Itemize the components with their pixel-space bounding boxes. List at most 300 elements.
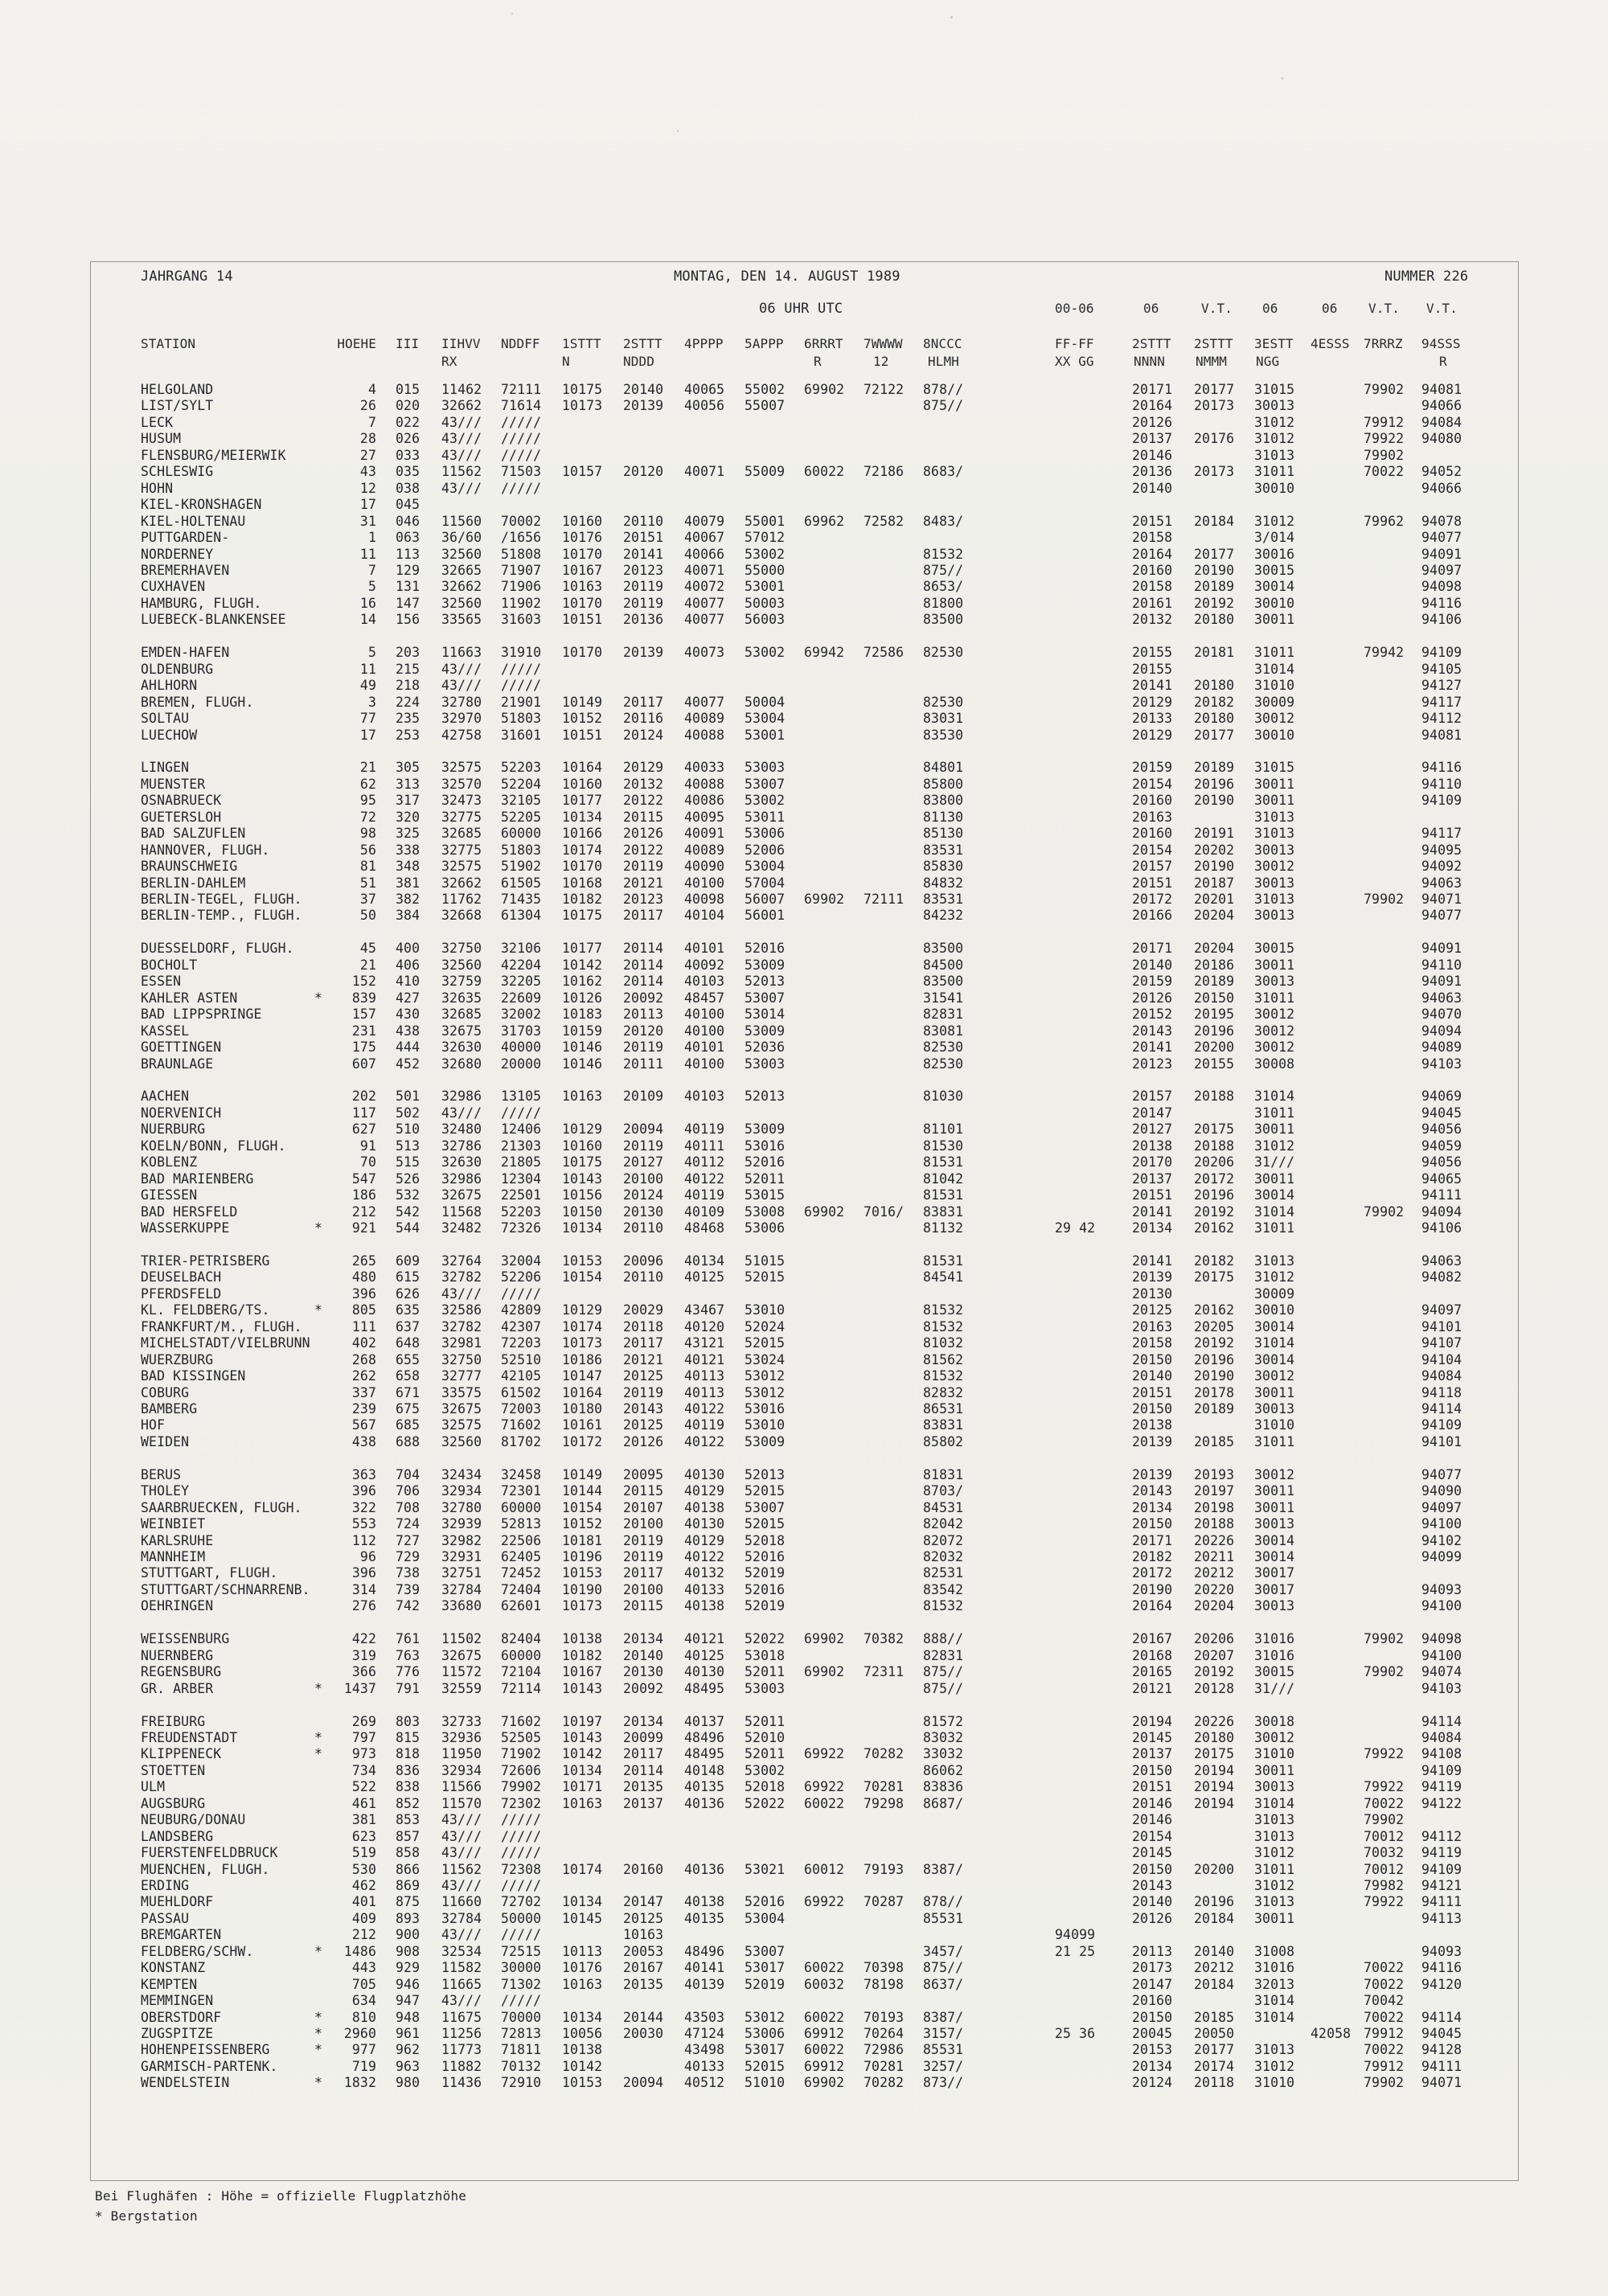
cell-group-3estt-ngg: 30011 xyxy=(1254,1121,1295,1138)
station-row xyxy=(0,1681,1608,1698)
cell-group-5appp: 55000 xyxy=(745,563,786,578)
cell-group-3estt-ngg: 31012 xyxy=(1254,431,1295,447)
cell-group-4pppp: 40133 xyxy=(684,1581,725,1597)
cell-group-6rrrt: 69902 xyxy=(804,892,845,907)
cell-group-3estt-ngg: 30011 xyxy=(1254,1483,1295,1499)
cell-group-8nccc: 81531 xyxy=(923,1154,964,1171)
cell-group-5appp: 53017 xyxy=(745,1960,786,1976)
cell-hoehe: 77 xyxy=(359,711,376,726)
cell-station: FREIBURG xyxy=(141,1713,206,1729)
cell-group-94sss: 94084 xyxy=(1421,414,1462,430)
cell-station: MICHELSTADT/VIELBRUNN xyxy=(141,1335,310,1351)
cell-group-4pppp: 40092 xyxy=(684,957,725,973)
cell-group-94sss: 94093 xyxy=(1421,1943,1462,1959)
cell-group-nddff: 72404 xyxy=(501,1581,542,1597)
cell-kenngruppe-iii: 515 xyxy=(396,1154,420,1171)
cell-kenngruppe-iii: 063 xyxy=(396,530,420,546)
cell-group-2sttt: 20137 xyxy=(623,1795,664,1811)
cell-group-4pppp: 40141 xyxy=(684,1960,725,1976)
cell-group-7wwww: 70281 xyxy=(863,2058,904,2074)
cell-group-2sttt: 20120 xyxy=(623,464,664,480)
station-row xyxy=(0,1714,1608,1731)
cell-group-nddff: 32105 xyxy=(501,793,542,809)
station-row xyxy=(0,1039,1608,1056)
cell-kenngruppe-iii: 400 xyxy=(396,941,420,957)
cell-kenngruppe-iii: 253 xyxy=(396,727,420,743)
cell-group-7wwww: 72986 xyxy=(863,2042,904,2058)
cell-group-5appp: 52016 xyxy=(745,941,786,957)
cell-group-2sttt-nmmm: 20175 xyxy=(1194,1121,1235,1138)
cell-group-8nccc: 83500 xyxy=(923,941,964,957)
cell-station: BRAUNSCHWEIG xyxy=(141,859,238,875)
cell-group-nddff: 70132 xyxy=(501,2058,542,2074)
column-header: 7RRRZ xyxy=(1364,336,1403,351)
cell-hoehe: 56 xyxy=(359,842,376,858)
cell-group-2sttt: 20123 xyxy=(623,563,664,578)
cell-kenngruppe-iii: 738 xyxy=(396,1565,420,1581)
cell-group-5appp: 53009 xyxy=(745,1433,786,1449)
cell-hoehe: 519 xyxy=(351,1845,376,1861)
cell-group-iihvv: 11572 xyxy=(441,1664,482,1680)
cell-group-5appp: 53004 xyxy=(745,859,786,875)
cell-group-2sttt-nmmm: 20178 xyxy=(1194,1384,1235,1400)
cell-station: BREMEN, FLUGH. xyxy=(141,694,254,710)
cell-kenngruppe-iii: 836 xyxy=(396,1762,420,1778)
cell-group-2sttt: 20117 xyxy=(623,1746,664,1762)
cell-group-2sttt: 20030 xyxy=(623,2026,664,2041)
cell-group-5appp: 53009 xyxy=(745,1023,786,1039)
cell-group-nddff: 72515 xyxy=(501,1943,542,1959)
cell-group-2sttt-nmmm: 20185 xyxy=(1194,1433,1235,1449)
cell-group-iihvv: 32733 xyxy=(441,1713,482,1729)
cell-group-8nccc: 873// xyxy=(923,2075,964,2091)
cell-group-3estt-ngg: 30013 xyxy=(1254,1598,1295,1614)
cell-group-1sttt: 10147 xyxy=(562,1368,603,1384)
cell-group-8nccc: 81562 xyxy=(923,1351,964,1367)
cell-group-5appp: 52016 xyxy=(745,1154,786,1171)
cell-group-1sttt: 10152 xyxy=(562,711,603,726)
cell-group-4pppp: 40120 xyxy=(684,1318,725,1335)
cell-kenngruppe-iii: 410 xyxy=(396,974,420,990)
cell-group-7rrrz: 79902 xyxy=(1364,382,1405,397)
cell-group-7wwww: 72111 xyxy=(863,892,904,907)
cell-station: PASSAU xyxy=(141,1910,190,1926)
cell-group-7wwww: 70282 xyxy=(863,1746,904,1762)
station-row xyxy=(0,1763,1608,1780)
cell-group-8nccc: 3157/ xyxy=(923,2026,964,2041)
cell-group-5appp: 52013 xyxy=(745,974,786,990)
station-row xyxy=(0,793,1608,810)
cell-hoehe: 839 xyxy=(351,990,376,1006)
cell-group-2sttt-nmmm: 20150 xyxy=(1194,990,1235,1006)
cell-group-8nccc: 81572 xyxy=(923,1713,964,1729)
cell-group-3estt-ngg: 30011 xyxy=(1254,1762,1295,1778)
cell-hoehe: 91 xyxy=(359,1138,376,1154)
cell-group-nddff: 52505 xyxy=(501,1729,542,1745)
cell-group-1sttt: 10182 xyxy=(562,1647,603,1663)
cell-group-3estt-ngg: 30010 xyxy=(1254,727,1295,743)
cell-group-94sss: 94116 xyxy=(1421,760,1462,776)
cell-kenngruppe-iii: 671 xyxy=(396,1384,420,1400)
cell-group-2sttt: 20147 xyxy=(623,1894,664,1910)
cell-group-2sttt-nmmm: 20173 xyxy=(1194,398,1235,414)
cell-group-5appp: 55007 xyxy=(745,398,786,414)
cell-group-94sss: 94109 xyxy=(1421,1762,1462,1778)
cell-group-3estt-ngg: 31014 xyxy=(1254,2009,1295,2025)
station-row xyxy=(0,1598,1608,1615)
cell-group-3estt-ngg: 30013 xyxy=(1254,908,1295,924)
cell-group-8nccc: 85130 xyxy=(923,826,964,842)
cell-station: MANNHEIM xyxy=(141,1549,206,1564)
cell-group-7rrrz: 79902 xyxy=(1364,1203,1405,1220)
cell-kenngruppe-iii: 688 xyxy=(396,1433,420,1449)
cell-group-1sttt: 10150 xyxy=(562,1203,603,1220)
cell-group-8nccc: 84500 xyxy=(923,957,964,973)
cell-group-2sttt-nmmm: 20189 xyxy=(1194,974,1235,990)
cell-group-iihvv: 11950 xyxy=(441,1746,482,1762)
cell-bergstation-mark: * xyxy=(314,1680,323,1696)
cell-group-3estt-ngg: 31011 xyxy=(1254,645,1295,661)
cell-group-2sttt-nnnn: 20145 xyxy=(1132,1845,1173,1861)
cell-group-nddff: 13105 xyxy=(501,1089,542,1105)
cell-group-iihvv: 32782 xyxy=(441,1269,482,1285)
cell-group-nddff: 20000 xyxy=(501,1056,542,1072)
cell-group-2sttt-nnnn: 20159 xyxy=(1132,974,1173,990)
cell-group-2sttt-nmmm: 20204 xyxy=(1194,908,1235,924)
cell-station: AACHEN xyxy=(141,1089,190,1105)
cell-station: FRANKFURT/M., FLUGH. xyxy=(141,1318,302,1335)
cell-group-4pppp: 40100 xyxy=(684,1056,725,1072)
cell-group-iihvv: 43/// xyxy=(441,1993,482,2009)
cell-group-8nccc: 33032 xyxy=(923,1746,964,1762)
cell-group-4pppp: 48496 xyxy=(684,1729,725,1745)
cell-group-7wwww: 70281 xyxy=(863,1779,904,1795)
cell-group-1sttt: 10174 xyxy=(562,842,603,858)
cell-group-94sss: 94100 xyxy=(1421,1516,1462,1532)
cell-group-6rrrt: 69902 xyxy=(804,1631,845,1647)
cell-group-iihvv: 11568 xyxy=(441,1203,482,1220)
cell-group-2sttt-nnnn: 20129 xyxy=(1132,727,1173,743)
cell-group-iihvv: 32662 xyxy=(441,875,482,891)
cell-hoehe: 269 xyxy=(351,1713,376,1729)
cell-group-7rrrz: 79912 xyxy=(1364,414,1405,430)
cell-group-8nccc: 84801 xyxy=(923,760,964,776)
cell-group-nddff: 72326 xyxy=(501,1220,542,1236)
cell-group-1sttt: 10182 xyxy=(562,892,603,907)
cell-group-2sttt-nnnn: 20152 xyxy=(1132,1007,1173,1023)
footnote-airport-height: Bei Flughäfen : Höhe = offizielle Flugplatzhöhe xyxy=(95,2188,467,2204)
cell-hoehe: 719 xyxy=(351,2058,376,2074)
station-row xyxy=(0,1154,1608,1171)
cell-group-2sttt-nmmm: 20192 xyxy=(1194,1335,1235,1351)
cell-group-2sttt-nmmm: 20194 xyxy=(1194,1779,1235,1795)
cell-group-iihvv: 32665 xyxy=(441,563,482,578)
cell-group-3estt-ngg: 30011 xyxy=(1254,1910,1295,1926)
cell-group-7wwww: 79298 xyxy=(863,1795,904,1811)
cell-group-iihvv: 32936 xyxy=(441,1729,482,1745)
cell-group-8nccc: 85800 xyxy=(923,776,964,792)
cell-station: MUENSTER xyxy=(141,776,206,792)
cell-group-1sttt: 10153 xyxy=(562,2075,603,2091)
cell-group-3estt-ngg: 31014 xyxy=(1254,1335,1295,1351)
station-row xyxy=(0,843,1608,859)
cell-group-4pppp: 40071 xyxy=(684,464,725,480)
column-header: 4ESSS xyxy=(1311,336,1350,351)
cell-group-2sttt: 20117 xyxy=(623,1335,664,1351)
cell-group-8nccc: 8687/ xyxy=(923,1795,964,1811)
cell-group-2sttt: 20136 xyxy=(623,612,664,628)
cell-group-5appp: 53008 xyxy=(745,1203,786,1220)
station-row xyxy=(0,1121,1608,1138)
cell-group-94sss: 94098 xyxy=(1421,1631,1462,1647)
column-header: 4PPPP xyxy=(684,336,724,351)
cell-group-2sttt-nnnn: 20126 xyxy=(1132,990,1173,1006)
period-label: 06 xyxy=(1322,301,1338,316)
cell-group-2sttt-nnnn: 20171 xyxy=(1132,1532,1173,1548)
cell-station: BERLIN-TEMP., FLUGH. xyxy=(141,908,302,924)
cell-group-2sttt-nmmm: 20177 xyxy=(1194,382,1235,397)
cell-group-iihvv: 32575 xyxy=(441,760,482,776)
station-row xyxy=(0,1467,1608,1484)
cell-station: REGENSBURG xyxy=(141,1664,222,1680)
cell-kenngruppe-iii: 444 xyxy=(396,1039,420,1055)
cell-group-94sss: 94081 xyxy=(1421,382,1462,397)
cell-group-2sttt-nmmm: 20196 xyxy=(1194,1023,1235,1039)
cell-group-7rrrz: 70022 xyxy=(1364,1795,1405,1811)
cell-group-1sttt: 10151 xyxy=(562,612,603,628)
cell-group-94sss: 94084 xyxy=(1421,1729,1462,1745)
cell-group-iihvv: 32480 xyxy=(441,1121,482,1138)
cell-group-94sss: 94114 xyxy=(1421,1713,1462,1729)
cell-group-iihvv: 32575 xyxy=(441,1417,482,1433)
cell-kenngruppe-iii: 648 xyxy=(396,1335,420,1351)
cell-group-2sttt-nnnn: 20151 xyxy=(1132,513,1173,529)
cell-group-nddff: 72813 xyxy=(501,2026,542,2041)
cell-group-nddff: 72910 xyxy=(501,2075,542,2091)
cell-hoehe: 396 xyxy=(351,1285,376,1302)
cell-station: NUERBURG xyxy=(141,1121,206,1138)
cell-group-8nccc: 83531 xyxy=(923,892,964,907)
station-row xyxy=(0,612,1608,629)
cell-group-1sttt: 10164 xyxy=(562,760,603,776)
cell-group-iihvv: 32630 xyxy=(441,1154,482,1171)
cell-group-94sss: 94103 xyxy=(1421,1056,1462,1072)
cell-group-2sttt-nnnn: 20154 xyxy=(1132,1828,1173,1844)
station-row xyxy=(0,1319,1608,1336)
cell-hoehe: 70 xyxy=(359,1154,376,1171)
station-row xyxy=(0,1862,1608,1879)
cell-group-8nccc: 81101 xyxy=(923,1121,964,1138)
cell-group-2sttt-nmmm: 20180 xyxy=(1194,1729,1235,1745)
cell-group-2sttt: 20129 xyxy=(623,760,664,776)
cell-group-iihvv: 32786 xyxy=(441,1138,482,1154)
cell-hoehe: 461 xyxy=(351,1795,376,1811)
cell-group-4pppp: 40122 xyxy=(684,1400,725,1417)
cell-group-7wwww: 70282 xyxy=(863,2075,904,2091)
cell-group-iihvv: 32675 xyxy=(441,1400,482,1417)
cell-group-nddff: 61304 xyxy=(501,908,542,924)
cell-kenngruppe-iii: 708 xyxy=(396,1499,420,1515)
cell-group-2sttt-nnnn: 20160 xyxy=(1132,563,1173,578)
station-row xyxy=(0,2026,1608,2043)
cell-group-nddff: ///// xyxy=(501,414,542,430)
cell-group-iihvv: 32934 xyxy=(441,1483,482,1499)
cell-group-iihvv: 32764 xyxy=(441,1253,482,1269)
cell-group-7rrrz: 79942 xyxy=(1364,645,1405,661)
cell-group-94sss: 94066 xyxy=(1421,480,1462,496)
cell-group-2sttt-nnnn: 20158 xyxy=(1132,579,1173,595)
cell-group-8nccc: 81800 xyxy=(923,595,964,611)
cell-group-2sttt-nmmm: 20194 xyxy=(1194,1762,1235,1778)
cell-group-3estt-ngg: 30009 xyxy=(1254,694,1295,710)
cell-group-nddff: ///// xyxy=(501,1927,542,1943)
station-row xyxy=(0,892,1608,908)
cell-bergstation-mark: * xyxy=(314,1220,323,1236)
cell-bergstation-mark: * xyxy=(314,2026,323,2041)
cell-group-1sttt: 10174 xyxy=(562,1318,603,1335)
cell-group-2sttt-nmmm: 20177 xyxy=(1194,546,1235,562)
cell-group-7rrrz: 79922 xyxy=(1364,1746,1405,1762)
cell-group-3estt-ngg: 30012 xyxy=(1254,1007,1295,1023)
cell-group-nddff: 52510 xyxy=(501,1351,542,1367)
cell-kenngruppe-iii: 803 xyxy=(396,1713,420,1729)
cell-group-8nccc: 8387/ xyxy=(923,2009,964,2025)
cell-station: WEISSENBURG xyxy=(141,1631,230,1647)
cell-group-4pppp: 40067 xyxy=(684,530,725,546)
cell-group-1sttt: 10134 xyxy=(562,2009,603,2025)
cell-kenngruppe-iii: 218 xyxy=(396,678,420,694)
cell-group-1sttt: 10163 xyxy=(562,1089,603,1105)
cell-group-nddff: 71811 xyxy=(501,2042,542,2058)
cell-hoehe: 734 xyxy=(351,1762,376,1778)
cell-group-7wwww: 72586 xyxy=(863,645,904,661)
cell-hoehe: 627 xyxy=(351,1121,376,1138)
cell-kenngruppe-iii: 510 xyxy=(396,1121,420,1138)
cell-group-2sttt-nmmm: 20173 xyxy=(1194,464,1235,480)
cell-group-2sttt-nmmm: 20177 xyxy=(1194,2042,1235,2058)
cell-group-iihvv: 32575 xyxy=(441,859,482,875)
cell-group-5appp: 52015 xyxy=(745,1269,786,1285)
cell-hoehe: 14 xyxy=(359,612,376,628)
cell-station: STUTTGART/SCHNARRENB. xyxy=(141,1581,310,1597)
cell-kenngruppe-iii: 724 xyxy=(396,1516,420,1532)
cell-group-4pppp: 43467 xyxy=(684,1302,725,1318)
cell-group-1sttt: 10129 xyxy=(562,1121,603,1138)
cell-group-2sttt-nmmm: 20050 xyxy=(1194,2026,1235,2041)
cell-group-3estt-ngg: 30010 xyxy=(1254,480,1295,496)
cell-group-7wwww: 70193 xyxy=(863,2009,904,2025)
cell-group-2sttt-nnnn: 20147 xyxy=(1132,1976,1173,1992)
cell-group-6rrrt: 69902 xyxy=(804,1203,845,1220)
cell-hoehe: 95 xyxy=(359,793,376,809)
cell-group-1sttt: 10134 xyxy=(562,1894,603,1910)
cell-group-iihvv: 11560 xyxy=(441,513,482,529)
cell-kenngruppe-iii: 038 xyxy=(396,480,420,496)
cell-group-5appp: 52013 xyxy=(745,1466,786,1482)
cell-group-5appp: 53007 xyxy=(745,1499,786,1515)
cell-group-8nccc: 83500 xyxy=(923,974,964,990)
cell-group-2sttt-nmmm: 20176 xyxy=(1194,431,1235,447)
cell-group-2sttt-nnnn: 20140 xyxy=(1132,957,1173,973)
cell-hoehe: 381 xyxy=(351,1812,376,1828)
cell-group-nddff: 72452 xyxy=(501,1565,542,1581)
cell-station: OSNABRUECK xyxy=(141,793,222,809)
cell-group-8nccc: 888// xyxy=(923,1631,964,1647)
cell-group-1sttt: 10172 xyxy=(562,1433,603,1449)
cell-group-1sttt: 10175 xyxy=(562,382,603,397)
column-subheader: N xyxy=(562,354,570,369)
cell-group-4pppp: 40121 xyxy=(684,1631,725,1647)
cell-group-5appp: 53006 xyxy=(745,1220,786,1236)
cell-group-2sttt-nnnn: 20154 xyxy=(1132,842,1173,858)
cell-group-1sttt: 10174 xyxy=(562,1861,603,1877)
cell-group-nddff: ///// xyxy=(501,1812,542,1828)
cell-hoehe: 443 xyxy=(351,1960,376,1976)
cell-group-8nccc: 83031 xyxy=(923,711,964,726)
cell-group-1sttt: 10196 xyxy=(562,1549,603,1564)
cell-group-3estt-ngg: 31011 xyxy=(1254,1861,1295,1877)
cell-group-2sttt-nnnn: 20138 xyxy=(1132,1417,1173,1433)
cell-hoehe: 337 xyxy=(351,1384,376,1400)
cell-group-2sttt-nmmm: 20140 xyxy=(1194,1943,1235,1959)
cell-group-2sttt: 20135 xyxy=(623,1976,664,1992)
cell-group-94sss: 94105 xyxy=(1421,661,1462,677)
cell-group-iihvv: 11562 xyxy=(441,464,482,480)
cell-kenngruppe-iii: 033 xyxy=(396,447,420,463)
cell-hoehe: 797 xyxy=(351,1729,376,1745)
cell-group-6rrrt: 60022 xyxy=(804,464,845,480)
cell-group-94sss: 94107 xyxy=(1421,1335,1462,1351)
cell-group-nddff: 51803 xyxy=(501,842,542,858)
cell-group-2sttt-nmmm: 20188 xyxy=(1194,1516,1235,1532)
cell-group-5appp: 52011 xyxy=(745,1746,786,1762)
cell-group-3estt-ngg: 31011 xyxy=(1254,1105,1295,1121)
cell-group-8nccc: 85802 xyxy=(923,1433,964,1449)
cell-group-1sttt: 10186 xyxy=(562,1351,603,1367)
cell-group-8nccc: 83836 xyxy=(923,1779,964,1795)
cell-group-1sttt: 10113 xyxy=(562,1943,603,1959)
cell-group-4pppp: 40125 xyxy=(684,1269,725,1285)
cell-group-2sttt: 20121 xyxy=(623,1351,664,1367)
cell-group-3estt-ngg: 30015 xyxy=(1254,1664,1295,1680)
cell-group-7rrrz: 79902 xyxy=(1364,1631,1405,1647)
cell-group-8nccc: 85830 xyxy=(923,859,964,875)
cell-group-nddff: 32004 xyxy=(501,1253,542,1269)
cell-group-nddff: 81702 xyxy=(501,1433,542,1449)
column-header: 3ESTT xyxy=(1254,336,1294,351)
cell-group-4pppp: 40072 xyxy=(684,579,725,595)
cell-group-1sttt: 10157 xyxy=(562,464,603,480)
cell-bergstation-mark: * xyxy=(314,1302,323,1318)
station-row xyxy=(0,662,1608,679)
cell-group-4pppp: 40065 xyxy=(684,382,725,397)
cell-group-94sss: 94059 xyxy=(1421,1138,1462,1154)
cell-group-2sttt-nnnn: 20154 xyxy=(1132,776,1173,792)
footnote-bergstation: * Bergstation xyxy=(95,2208,198,2224)
cell-group-6rrrt: 69912 xyxy=(804,2026,845,2041)
cell-station: WEINBIET xyxy=(141,1516,206,1532)
cell-group-94sss: 94110 xyxy=(1421,957,1462,973)
cell-group-1sttt: 10146 xyxy=(562,1056,603,1072)
cell-group-8nccc: 83542 xyxy=(923,1581,964,1597)
cell-kenngruppe-iii: 156 xyxy=(396,612,420,628)
cell-group-1sttt: 10145 xyxy=(562,1910,603,1926)
cell-group-3estt-ngg: 31016 xyxy=(1254,1960,1295,1976)
cell-group-94sss: 94082 xyxy=(1421,1269,1462,1285)
cell-group-2sttt-nnnn: 20151 xyxy=(1132,1779,1173,1795)
cell-group-7wwww: 72186 xyxy=(863,464,904,480)
cell-group-1sttt: 10171 xyxy=(562,1779,603,1795)
